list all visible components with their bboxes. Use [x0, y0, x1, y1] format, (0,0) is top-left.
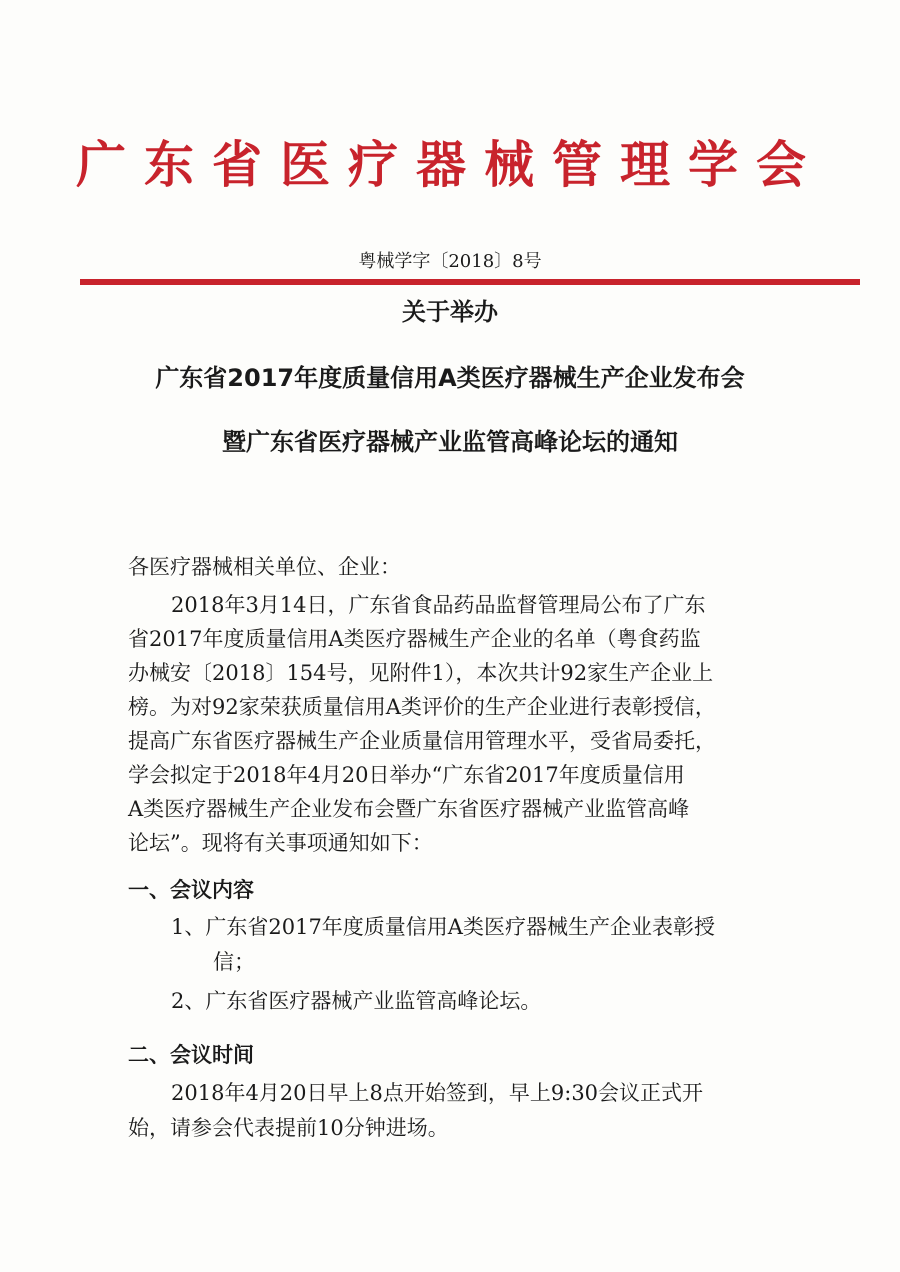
salutation: 各医疗器械相关单位、企业：	[128, 555, 401, 579]
intro-paragraph-line: 办械安〔2018〕154号，见附件1），本次共计92家生产企业上	[128, 661, 714, 685]
notice-title-line-1: 关于举办	[402, 298, 498, 326]
meeting-content-item-1: 1、广东省2017年度质量信用A类医疗器械生产企业表彰授	[171, 915, 715, 939]
meeting-time-line: 2018年4月20日早上8点开始签到，早上9:30会议正式开	[171, 1081, 704, 1105]
intro-paragraph-line: 提高广东省医疗器械生产企业质量信用管理水平，受省局委托，	[128, 729, 716, 753]
organization-header: 广东省医疗器械管理学会	[76, 136, 824, 194]
red-divider	[80, 279, 860, 285]
intro-paragraph-line: 榜。为对92家荣获质量信用A类评价的生产企业进行表彰授信，	[128, 695, 716, 719]
meeting-content-item-2: 2、广东省医疗器械产业监管高峰论坛。	[171, 989, 542, 1013]
notice-title-line-2: 广东省2017年度质量信用A类医疗器械生产企业发布会	[155, 364, 745, 392]
intro-paragraph-line: 省2017年度质量信用A类医疗器械生产企业的名单（粤食药监	[128, 627, 701, 651]
document-number: 粤械学字〔2018〕8号	[358, 251, 542, 272]
intro-paragraph-line: 2018年3月14日，广东省食品药品监督管理局公布了广东	[171, 593, 706, 617]
section-heading-meeting-time: 二、会议时间	[128, 1043, 254, 1067]
intro-paragraph-line: 学会拟定于2018年4月20日举办“广东省2017年度质量信用	[128, 763, 685, 787]
intro-paragraph-line: 论坛”。现将有关事项通知如下：	[128, 831, 433, 855]
section-heading-meeting-content: 一、会议内容	[128, 878, 254, 902]
meeting-time-line: 始，请参会代表提前10分钟进场。	[128, 1116, 449, 1140]
meeting-content-item-1-continued: 信；	[213, 950, 255, 974]
intro-paragraph-line: A类医疗器械生产企业发布会暨广东省医疗器械产业监管高峰	[128, 797, 690, 821]
notice-title-line-3: 暨广东省医疗器械产业监管高峰论坛的通知	[222, 428, 678, 456]
